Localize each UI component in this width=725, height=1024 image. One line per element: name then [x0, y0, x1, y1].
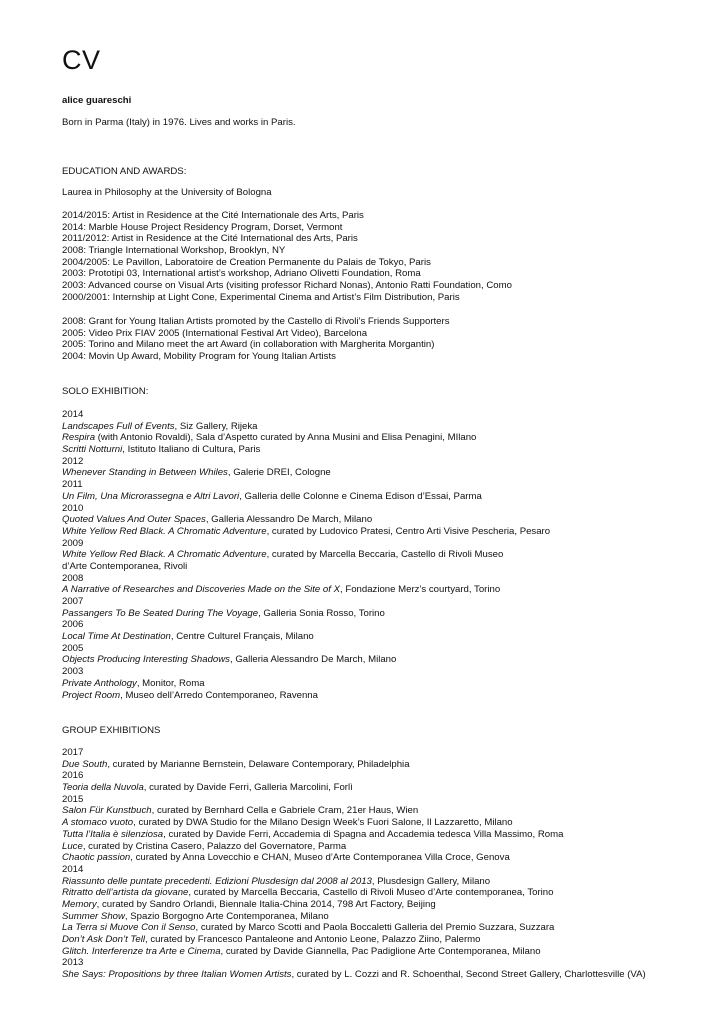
exhibition-title: Salon Für Kunstbuch	[62, 805, 152, 817]
exhibition-title: A Narrative of Researches and Discoveries Made on the Site of X	[62, 584, 340, 596]
residency-entry: 2003: Prototipi 03, International artist’s workshop, Adriano Olivetti Foundation, Roma	[62, 268, 421, 280]
exhibition-title: Due South	[62, 758, 108, 770]
exhibition-details: , curated by Marco Scotti and Paola Boccaletti Galleria del Premio Suzzara, Suzzara	[195, 922, 555, 934]
exhibition-title: Scritti Notturni	[62, 444, 123, 456]
exhibition-title: Chaotic passion	[62, 852, 131, 864]
exhibition-details: 2005	[62, 642, 84, 654]
year-or-text-line	[62, 619, 550, 631]
education-heading: EDUCATION AND AWARDS:	[62, 166, 187, 177]
exhibition-details: d’Arte Contemporanea, Rivoli	[62, 560, 188, 572]
exhibition-title: Respira	[62, 432, 96, 444]
exhibition-details: , curated by Davide Giannella, Pac Padiglione Arte Contemporanea, Milano	[220, 945, 541, 957]
exhibition-entry	[62, 678, 550, 690]
exhibition-details: 2010	[62, 502, 84, 514]
exhibition-title: Don’t Ask Don’t Tell	[62, 934, 146, 945]
exhibition-entry	[62, 514, 550, 526]
residency-entry: 2000/2001: Internship at Light Cone, Experimental Cinema and Artist’s Film Distribution, Paris	[62, 291, 460, 303]
bio-intro: Born in Parma (Italy) in 1976. Lives and works in Paris.	[62, 117, 296, 128]
exhibition-title: Riassunto delle puntate precedenti. Edizioni Plusdesign dal 2008 al 2013	[62, 875, 372, 887]
exhibition-details: , curated by Davide Ferri, Galleria Marcolini, Forlì	[143, 782, 353, 794]
exhibition-title: La Terra si Muove Con il Senso	[62, 922, 196, 934]
exhibition-entry	[62, 608, 550, 620]
exhibition-entry	[62, 911, 646, 923]
exhibition-entry	[62, 467, 550, 479]
exhibition-title: Passangers To Be Seated During The Voyage	[62, 607, 259, 619]
exhibition-entry	[62, 852, 646, 864]
exhibition-details: , Monitor, Roma	[136, 677, 205, 689]
year-or-text-line	[62, 747, 646, 759]
year-or-text-line	[62, 409, 550, 421]
education-degree: Laurea in Philosophy at the University of Bologna	[62, 187, 272, 198]
exhibition-entry	[62, 876, 646, 888]
exhibition-entry	[62, 829, 646, 841]
exhibition-details: 2009	[62, 537, 84, 549]
year-or-text-line	[62, 957, 646, 969]
year-or-text-line	[62, 666, 550, 678]
exhibition-entry	[62, 782, 646, 794]
exhibition-entry	[62, 817, 646, 829]
exhibition-title: Memory	[62, 898, 97, 910]
award-entry: 2008: Grant for Young Italian Artists promoted by the Castello di Rivoli’s Friends Supporters	[62, 316, 450, 327]
exhibition-details: 2017	[62, 747, 84, 758]
solo-exhibitions-list	[62, 409, 550, 701]
exhibition-details: 2011	[62, 479, 83, 491]
exhibition-details: 2007	[62, 596, 84, 607]
exhibition-entry	[62, 444, 550, 456]
exhibition-details: (with Antonio Rovaldi), Sala d’Aspetto curated by Anna Musini and Elisa Penagini, MIlano	[95, 432, 477, 444]
exhibition-entry	[62, 841, 646, 853]
award-entry: 2004: Movin Up Award, Mobility Program for Young Italian Artists	[62, 351, 336, 363]
exhibition-details: 2014	[62, 863, 84, 875]
exhibition-details: , Galleria Alessandro De March, Milano	[229, 654, 397, 666]
year-or-text-line	[62, 794, 646, 806]
exhibition-title: She Says: Propositions by three Italian Women Artists	[62, 969, 292, 981]
exhibition-title: White Yellow Red Black. A Chromatic Adventure	[62, 549, 267, 561]
group-heading: GROUP EXHIBITIONS	[62, 725, 161, 736]
exhibition-title: Local Time At Destination	[62, 631, 171, 643]
exhibition-title: White Yellow Red Black. A Chromatic Adventure	[62, 525, 267, 537]
exhibition-details: 2014	[62, 409, 84, 420]
exhibition-details: , curated by Cristina Casero, Palazzo del Governatore, Parma	[82, 840, 347, 852]
exhibition-entry	[62, 969, 646, 981]
residency-entry: 2003: Advanced course on Visual Arts (visiting professor Richard Nonas), Antonio Ratti Foundation, Como	[62, 280, 512, 292]
exhibition-details: , Galleria delle Colonne e Cinema Edison d’Essai, Parma	[239, 490, 482, 502]
year-or-text-line	[62, 479, 550, 491]
exhibition-details: , curated by Bernhard Cella e Gabriele Cram, 21er Haus, Wien	[151, 805, 419, 817]
exhibition-details: 2012	[62, 455, 84, 467]
exhibition-details: , Galleria Alessandro De March, Milano	[205, 514, 373, 526]
exhibition-details: , Galerie DREI, Cologne	[227, 467, 331, 479]
exhibition-details: , Galleria Sonia Rosso, Torino	[258, 607, 385, 619]
year-or-text-line	[62, 456, 550, 468]
exhibition-details: , curated by DWA Studio for the Milano Design Week’s Fuori Salone, Il Lazzaretto, Milano	[133, 817, 513, 829]
exhibition-details: , curated by Sandro Orlandi, Biennale Italia-China 2014, 798 Art Factory, Beijing	[96, 898, 436, 910]
exhibition-entry	[62, 922, 646, 934]
award-entry: 2005: Video Prix FIAV 2005 (International Festival Art Video), Barcelona	[62, 327, 368, 339]
year-or-text-line	[62, 538, 550, 550]
exhibition-title: Ritratto dell’artista da giovane	[62, 887, 189, 899]
year-or-text-line	[62, 596, 550, 608]
exhibition-entry	[62, 934, 646, 946]
exhibition-details: , curated by Marcella Beccaria, Castello di Rivoli Museo d’Arte contemporanea, Torino	[188, 887, 554, 899]
exhibition-title: Quoted Values And Outer Spaces	[62, 514, 206, 526]
exhibition-title: Whenever Standing in Between Whiles	[62, 467, 228, 479]
exhibition-details: , Istituto Italiano di Cultura, Paris	[122, 444, 261, 456]
exhibition-details: , curated by Francesco Pantaleone and Antonio Leone, Palazzo Ziino, Palermo	[145, 934, 481, 945]
exhibition-title: Tutta l’Italia è silenziosa	[62, 828, 164, 840]
year-or-text-line	[62, 770, 646, 782]
exhibition-details: 2006	[62, 619, 84, 631]
exhibition-details: , curated by Anna Lovecchio e CHAN, Museo d’Arte Contemporanea Villa Croce, Genova	[130, 852, 510, 864]
exhibition-details: , curated by L. Cozzi and R. Schoenthal, Second Street Gallery, Charlottesville (VA)	[291, 969, 646, 981]
exhibition-entry	[62, 432, 550, 444]
exhibition-entry	[62, 805, 646, 817]
exhibition-details: , curated by Davide Ferri, Accademia di Spagna and Accademia tedesca Villa Massimo, Roma	[163, 828, 564, 840]
exhibition-entry	[62, 899, 646, 911]
group-exhibitions-list	[62, 747, 646, 981]
exhibition-entry	[62, 421, 550, 433]
exhibition-details: , Fondazione Merz’s courtyard, Torino	[340, 584, 501, 596]
exhibition-entry	[62, 887, 646, 899]
exhibition-entry	[62, 584, 550, 596]
exhibition-details: , Plusdesign Gallery, Milano	[371, 875, 491, 887]
exhibition-entry	[62, 631, 550, 643]
exhibition-details: , Siz Gallery, Rijeka	[174, 420, 258, 432]
exhibition-title: Objects Producing Interesting Shadows	[62, 654, 230, 666]
exhibition-details: , Museo dell’Arredo Contemporaneo, Ravenna	[120, 689, 318, 701]
exhibition-details: , curated by Marianne Bernstein, Delaware Contemporary, Philadelphia	[107, 758, 410, 770]
exhibition-title: Teoria della Nuvola	[62, 782, 144, 794]
exhibition-details: , Centre Culturel Français, Milano	[170, 631, 314, 643]
year-or-text-line	[62, 643, 550, 655]
year-or-text-line	[62, 864, 646, 876]
exhibition-entry	[62, 654, 550, 666]
exhibition-title: Private Anthology	[62, 677, 137, 689]
residency-entry: 2014: Marble House Project Residency Program, Dorset, Vermont	[62, 221, 343, 233]
exhibition-details: 2008	[62, 572, 84, 584]
awards-list	[62, 316, 450, 363]
exhibition-entry	[62, 690, 550, 702]
exhibition-entry	[62, 946, 646, 958]
exhibition-details: , curated by Ludovico Pratesi, Centro Arti Visive Pescheria, Pesaro	[266, 525, 551, 537]
artist-name: alice guareschi	[62, 95, 132, 106]
exhibition-entry	[62, 759, 646, 771]
award-entry: 2005: Torino and Milano meet the art Award (in collaboration with Margherita Morgantin)	[62, 339, 435, 351]
residencies-list	[62, 210, 512, 304]
exhibition-details: 2016	[62, 770, 84, 782]
page-title: CV	[62, 45, 101, 75]
residency-entry: 2014/2015: Artist in Residence at the Cité Internationale des Arts, Paris	[62, 210, 364, 221]
exhibition-entry	[62, 526, 550, 538]
exhibition-title: A stomaco vuoto	[62, 817, 134, 829]
exhibition-details: , curated by Marcella Beccaria, Castello di Rivoli Museo	[266, 549, 504, 561]
exhibition-title: Landscapes Full of Events	[62, 420, 175, 432]
exhibition-title: Luce	[62, 840, 83, 852]
residency-entry: 2004/2005: Le Pavillon, Laboratoire de Creation Permanente du Palais de Tokyo, Paris	[62, 256, 431, 268]
solo-heading: SOLO EXHIBITION:	[62, 386, 149, 397]
exhibition-details: 2013	[62, 957, 84, 969]
exhibition-entry	[62, 491, 550, 503]
year-or-text-line	[62, 561, 550, 573]
exhibition-title: Project Room	[62, 689, 121, 701]
exhibition-details: , Spazio Borgogno Arte Contemporanea, Milano	[124, 910, 329, 922]
exhibition-title: Summer Show	[62, 910, 125, 922]
exhibition-title: Glitch. Interferenze tra Arte e Cinema	[62, 945, 221, 957]
exhibition-entry	[62, 549, 550, 561]
exhibition-details: 2015	[62, 793, 84, 805]
residency-entry: 2011/2012: Artist in Residence at the Cité International des Arts, Paris	[62, 233, 358, 245]
residency-entry: 2008: Triangle International Workshop, Brooklyn, NY	[62, 245, 286, 257]
exhibition-title: Un Film, Una Microrassegna e Altri Lavori	[62, 490, 240, 502]
exhibition-details: 2003	[62, 666, 84, 678]
year-or-text-line	[62, 573, 550, 585]
year-or-text-line	[62, 503, 550, 515]
